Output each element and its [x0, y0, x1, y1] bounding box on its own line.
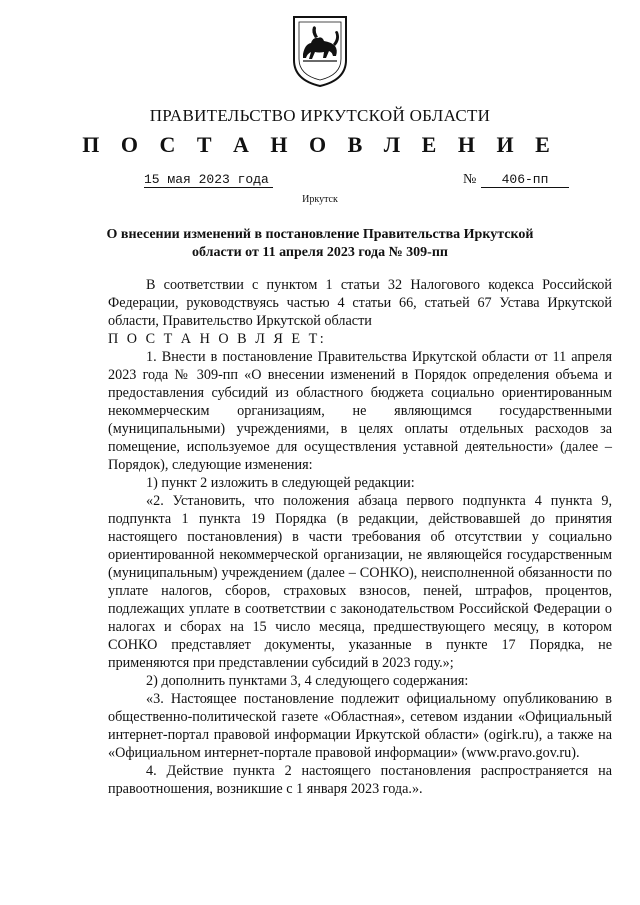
- document-date: 15 мая 2023 года: [144, 172, 273, 188]
- irkutsk-babr-emblem-icon: [291, 14, 349, 88]
- document-number: 406-пп: [481, 172, 569, 188]
- quoted-point-2-paragraph: «2. Установить, что положения абзаца первого подпункта 4 пункта 9, подпункта 1 пункта 19 Порядка (в редакции, действовавшей до принятия настоящего постановления) в части требования об отсутствии у социально ориентированной некоммерческой организации, не являющейся государственным (муниципальным) учреждением (далее – СОНКО), неисполненной обязанности по уплате налогов, сборов, страховых взносов, пеней, штрафов, процентов, подлежащих уплате в соответствии с законодательством Российской Федерации о налогах и сборах на 15 число месяца, предшествующего месяцу, в котором СОНКО представляет документы, указанные в пункте 17 Порядка, не применяются при представлении субсидий в 2023 году.»;: [108, 493, 612, 671]
- subitem-1-paragraph: 1) пункт 2 изложить в следующей редакции:: [146, 475, 415, 491]
- preamble-paragraph: В соответствии с пунктом 1 статьи 32 Налогового кодекса Российской Федерации, руководствуясь частью 4 статьи 66, статьей 67 Устава Иркутской области, Правительство Иркутской области: [108, 277, 612, 329]
- document-body: [108, 276, 612, 798]
- quoted-point-4-paragraph: 4. Действие пункта 2 настоящего постановления распространяется на правоотношения, возникшие с 1 января 2023 года.».: [108, 763, 612, 797]
- government-name: ПРАВИТЕЛЬСТВО ИРКУТСКОЙ ОБЛАСТИ: [149, 106, 491, 125]
- document-title: О внесении изменений в постановление Правительства Иркутской области от 11 апреля 2023 года № 309-пп: [106, 227, 534, 260]
- item-1-paragraph: 1. Внести в постановление Правительства Иркутской области от 11 апреля 2023 года № 309-пп «О внесении изменений в Порядок определения объема и предоставления субсидий из областного бюджета социально ориентированным некоммерческим организациям, не являющимся государственными (муниципальными) учреждениями, в целях оплаты отдельных расходов за помещение, используемое для осуществления уставной деятельности» (далее – Порядок), следующие изменения:: [108, 349, 612, 473]
- quoted-point-3-paragraph: «3. Настоящее постановление подлежит официальному опубликованию в общественно-политической газете «Областная», сетевом издании «Официальный интернет-портал правовой информации Иркутской области» (ogirk.ru), а также на «Официальном интернет-портале правовой информации» (www.pravo.gov.ru).: [108, 691, 612, 761]
- subitem-2-paragraph: 2) дополнить пунктами 3, 4 следующего содержания:: [146, 673, 469, 689]
- document-type: П О С Т А Н О В Л Е Н И Е: [82, 132, 558, 157]
- number-label: №: [463, 172, 477, 187]
- city: Иркутск: [302, 194, 338, 205]
- decree-word: П О С Т А Н О В Л Я Е Т:: [108, 331, 327, 347]
